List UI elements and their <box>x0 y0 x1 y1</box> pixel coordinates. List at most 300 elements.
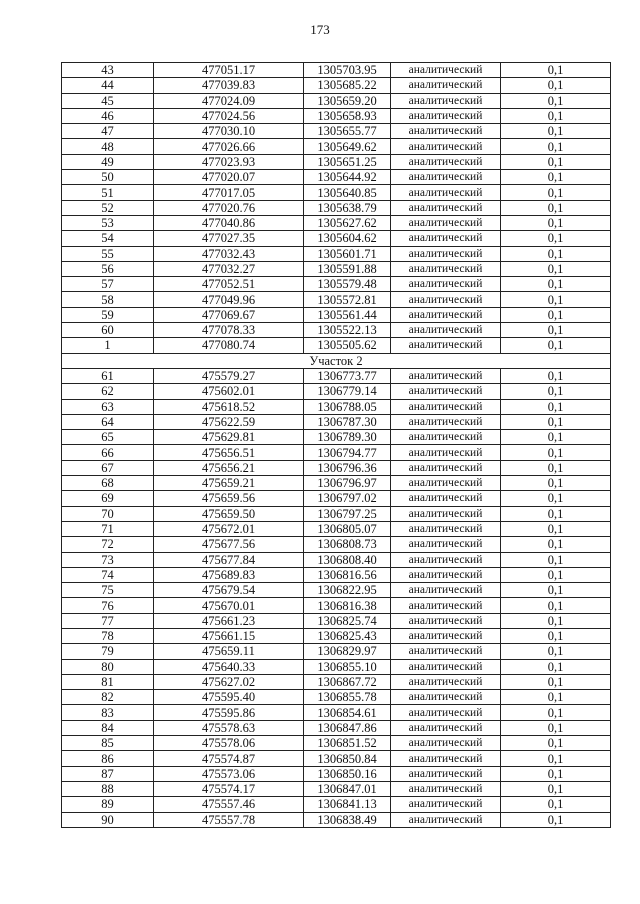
method-cell: аналитический <box>391 460 501 475</box>
method-cell: аналитический <box>391 307 501 322</box>
x-coordinate-cell: 475659.21 <box>154 476 304 491</box>
table-row <box>62 613 611 628</box>
x-coordinate-cell: 477020.07 <box>154 170 304 185</box>
y-coordinate-cell: 1305591.88 <box>304 261 391 276</box>
point-number-cell: 49 <box>62 154 154 169</box>
point-number-cell: 75 <box>62 583 154 598</box>
error-cell: 0,1 <box>501 430 611 445</box>
table-row <box>62 644 611 659</box>
x-coordinate-cell: 475677.56 <box>154 537 304 552</box>
table-row <box>62 78 611 93</box>
table-row <box>62 567 611 582</box>
x-coordinate-cell: 475629.81 <box>154 430 304 445</box>
error-cell: 0,1 <box>501 659 611 674</box>
x-coordinate-cell: 475579.27 <box>154 368 304 383</box>
y-coordinate-cell: 1305640.85 <box>304 185 391 200</box>
method-cell: аналитический <box>391 63 501 78</box>
error-cell: 0,1 <box>501 277 611 292</box>
method-cell: аналитический <box>391 108 501 123</box>
error-cell: 0,1 <box>501 491 611 506</box>
table-row <box>62 231 611 246</box>
method-cell: аналитический <box>391 261 501 276</box>
table-row <box>62 307 611 322</box>
method-cell: аналитический <box>391 215 501 230</box>
method-cell: аналитический <box>391 246 501 261</box>
x-coordinate-cell: 477026.66 <box>154 139 304 154</box>
error-cell: 0,1 <box>501 338 611 353</box>
table-row <box>62 63 611 78</box>
x-coordinate-cell: 475670.01 <box>154 598 304 613</box>
y-coordinate-cell: 1306822.95 <box>304 583 391 598</box>
method-cell: аналитический <box>391 93 501 108</box>
point-number-cell: 64 <box>62 414 154 429</box>
point-number-cell: 67 <box>62 460 154 475</box>
y-coordinate-cell: 1305561.44 <box>304 307 391 322</box>
point-number-cell: 78 <box>62 628 154 643</box>
table-row <box>62 246 611 261</box>
y-coordinate-cell: 1306825.74 <box>304 613 391 628</box>
page-number: 173 <box>310 22 330 37</box>
y-coordinate-cell: 1306851.52 <box>304 736 391 751</box>
error-cell: 0,1 <box>501 797 611 812</box>
table-row <box>62 506 611 521</box>
x-coordinate-cell: 477020.76 <box>154 200 304 215</box>
x-coordinate-cell: 475595.40 <box>154 690 304 705</box>
error-cell: 0,1 <box>501 720 611 735</box>
error-cell: 0,1 <box>501 185 611 200</box>
y-coordinate-cell: 1306855.78 <box>304 690 391 705</box>
error-cell: 0,1 <box>501 766 611 781</box>
error-cell: 0,1 <box>501 628 611 643</box>
error-cell: 0,1 <box>501 292 611 307</box>
table-body-part-1 <box>62 63 611 354</box>
point-number-cell: 44 <box>62 78 154 93</box>
table-row <box>62 93 611 108</box>
point-number-cell: 81 <box>62 674 154 689</box>
y-coordinate-cell: 1305649.62 <box>304 139 391 154</box>
y-coordinate-cell: 1306789.30 <box>304 430 391 445</box>
y-coordinate-cell: 1305604.62 <box>304 231 391 246</box>
error-cell: 0,1 <box>501 414 611 429</box>
y-coordinate-cell: 1306797.02 <box>304 491 391 506</box>
x-coordinate-cell: 475661.23 <box>154 613 304 628</box>
point-number-cell: 70 <box>62 506 154 521</box>
point-number-cell: 47 <box>62 124 154 139</box>
error-cell: 0,1 <box>501 124 611 139</box>
error-cell: 0,1 <box>501 521 611 536</box>
x-coordinate-cell: 475574.17 <box>154 781 304 796</box>
point-number-cell: 72 <box>62 537 154 552</box>
table-row <box>62 414 611 429</box>
method-cell: аналитический <box>391 552 501 567</box>
point-number-cell: 52 <box>62 200 154 215</box>
table-row <box>62 430 611 445</box>
y-coordinate-cell: 1306796.36 <box>304 460 391 475</box>
method-cell: аналитический <box>391 368 501 383</box>
point-number-cell: 65 <box>62 430 154 445</box>
point-number-cell: 54 <box>62 231 154 246</box>
error-cell: 0,1 <box>501 552 611 567</box>
method-cell: аналитический <box>391 598 501 613</box>
table-row <box>62 736 611 751</box>
y-coordinate-cell: 1306808.40 <box>304 552 391 567</box>
x-coordinate-cell: 475578.63 <box>154 720 304 735</box>
y-coordinate-cell: 1305644.92 <box>304 170 391 185</box>
point-number-cell: 69 <box>62 491 154 506</box>
table-row <box>62 292 611 307</box>
method-cell: аналитический <box>391 491 501 506</box>
method-cell: аналитический <box>391 674 501 689</box>
y-coordinate-cell: 1306838.49 <box>304 812 391 827</box>
point-number-cell: 76 <box>62 598 154 613</box>
y-coordinate-cell: 1305505.62 <box>304 338 391 353</box>
section-2-label: Участок 2 <box>62 353 611 368</box>
table-row <box>62 674 611 689</box>
point-number-cell: 63 <box>62 399 154 414</box>
method-cell: аналитический <box>391 414 501 429</box>
method-cell: аналитический <box>391 124 501 139</box>
y-coordinate-cell: 1305658.93 <box>304 108 391 123</box>
y-coordinate-cell: 1306854.61 <box>304 705 391 720</box>
error-cell: 0,1 <box>501 200 611 215</box>
error-cell: 0,1 <box>501 261 611 276</box>
y-coordinate-cell: 1306841.13 <box>304 797 391 812</box>
x-coordinate-cell: 477080.74 <box>154 338 304 353</box>
error-cell: 0,1 <box>501 613 611 628</box>
method-cell: аналитический <box>391 139 501 154</box>
table-row <box>62 124 611 139</box>
table-row <box>62 261 611 276</box>
y-coordinate-cell: 1306850.84 <box>304 751 391 766</box>
method-cell: аналитический <box>391 797 501 812</box>
error-cell: 0,1 <box>501 231 611 246</box>
table-body-part-2 <box>62 368 611 827</box>
x-coordinate-cell: 477017.05 <box>154 185 304 200</box>
method-cell: аналитический <box>391 644 501 659</box>
x-coordinate-cell: 477069.67 <box>154 307 304 322</box>
table-row <box>62 751 611 766</box>
method-cell: аналитический <box>391 781 501 796</box>
error-cell: 0,1 <box>501 108 611 123</box>
error-cell: 0,1 <box>501 139 611 154</box>
method-cell: аналитический <box>391 690 501 705</box>
x-coordinate-cell: 475672.01 <box>154 521 304 536</box>
method-cell: аналитический <box>391 659 501 674</box>
method-cell: аналитический <box>391 720 501 735</box>
method-cell: аналитический <box>391 231 501 246</box>
point-number-cell: 48 <box>62 139 154 154</box>
error-cell: 0,1 <box>501 644 611 659</box>
point-number-cell: 71 <box>62 521 154 536</box>
table-row <box>62 583 611 598</box>
table-row <box>62 384 611 399</box>
x-coordinate-cell: 477027.35 <box>154 231 304 246</box>
x-coordinate-cell: 477049.96 <box>154 292 304 307</box>
x-coordinate-cell: 475656.21 <box>154 460 304 475</box>
method-cell: аналитический <box>391 567 501 582</box>
section-header-row <box>62 353 611 368</box>
error-cell: 0,1 <box>501 460 611 475</box>
y-coordinate-cell: 1305579.48 <box>304 277 391 292</box>
x-coordinate-cell: 475659.56 <box>154 491 304 506</box>
x-coordinate-cell: 477078.33 <box>154 323 304 338</box>
y-coordinate-cell: 1306850.16 <box>304 766 391 781</box>
table-row <box>62 659 611 674</box>
error-cell: 0,1 <box>501 368 611 383</box>
x-coordinate-cell: 477024.09 <box>154 93 304 108</box>
x-coordinate-cell: 477030.10 <box>154 124 304 139</box>
error-cell: 0,1 <box>501 399 611 414</box>
table-row <box>62 537 611 552</box>
y-coordinate-cell: 1305651.25 <box>304 154 391 169</box>
y-coordinate-cell: 1305627.62 <box>304 215 391 230</box>
method-cell: аналитический <box>391 78 501 93</box>
y-coordinate-cell: 1306805.07 <box>304 521 391 536</box>
table-row <box>62 200 611 215</box>
x-coordinate-cell: 475661.15 <box>154 628 304 643</box>
error-cell: 0,1 <box>501 445 611 460</box>
x-coordinate-cell: 477040.86 <box>154 215 304 230</box>
error-cell: 0,1 <box>501 598 611 613</box>
error-cell: 0,1 <box>501 215 611 230</box>
section-header-body <box>62 353 611 368</box>
method-cell: аналитический <box>391 430 501 445</box>
method-cell: аналитический <box>391 384 501 399</box>
point-number-cell: 79 <box>62 644 154 659</box>
table-row <box>62 781 611 796</box>
error-cell: 0,1 <box>501 736 611 751</box>
method-cell: аналитический <box>391 338 501 353</box>
error-cell: 0,1 <box>501 583 611 598</box>
coordinates-table <box>61 62 611 828</box>
y-coordinate-cell: 1305572.81 <box>304 292 391 307</box>
point-number-cell: 73 <box>62 552 154 567</box>
method-cell: аналитический <box>391 445 501 460</box>
method-cell: аналитический <box>391 583 501 598</box>
error-cell: 0,1 <box>501 384 611 399</box>
method-cell: аналитический <box>391 399 501 414</box>
point-number-cell: 84 <box>62 720 154 735</box>
table-row <box>62 368 611 383</box>
point-number-cell: 82 <box>62 690 154 705</box>
method-cell: аналитический <box>391 705 501 720</box>
x-coordinate-cell: 475659.11 <box>154 644 304 659</box>
table-row <box>62 690 611 705</box>
table-row <box>62 215 611 230</box>
x-coordinate-cell: 477032.43 <box>154 246 304 261</box>
x-coordinate-cell: 477039.83 <box>154 78 304 93</box>
table-row <box>62 139 611 154</box>
error-cell: 0,1 <box>501 323 611 338</box>
point-number-cell: 74 <box>62 567 154 582</box>
error-cell: 0,1 <box>501 812 611 827</box>
method-cell: аналитический <box>391 154 501 169</box>
y-coordinate-cell: 1306794.77 <box>304 445 391 460</box>
y-coordinate-cell: 1306788.05 <box>304 399 391 414</box>
method-cell: аналитический <box>391 200 501 215</box>
point-number-cell: 58 <box>62 292 154 307</box>
error-cell: 0,1 <box>501 63 611 78</box>
table-row <box>62 277 611 292</box>
method-cell: аналитический <box>391 277 501 292</box>
error-cell: 0,1 <box>501 246 611 261</box>
point-number-cell: 50 <box>62 170 154 185</box>
x-coordinate-cell: 475659.50 <box>154 506 304 521</box>
point-number-cell: 46 <box>62 108 154 123</box>
error-cell: 0,1 <box>501 567 611 582</box>
y-coordinate-cell: 1305522.13 <box>304 323 391 338</box>
x-coordinate-cell: 477023.93 <box>154 154 304 169</box>
x-coordinate-cell: 475557.78 <box>154 812 304 827</box>
error-cell: 0,1 <box>501 506 611 521</box>
error-cell: 0,1 <box>501 307 611 322</box>
point-number-cell: 61 <box>62 368 154 383</box>
y-coordinate-cell: 1305685.22 <box>304 78 391 93</box>
method-cell: аналитический <box>391 537 501 552</box>
y-coordinate-cell: 1306796.97 <box>304 476 391 491</box>
x-coordinate-cell: 475627.02 <box>154 674 304 689</box>
method-cell: аналитический <box>391 736 501 751</box>
y-coordinate-cell: 1306808.73 <box>304 537 391 552</box>
x-coordinate-cell: 475640.33 <box>154 659 304 674</box>
method-cell: аналитический <box>391 751 501 766</box>
x-coordinate-cell: 475595.86 <box>154 705 304 720</box>
table-row <box>62 170 611 185</box>
x-coordinate-cell: 477052.51 <box>154 277 304 292</box>
error-cell: 0,1 <box>501 476 611 491</box>
method-cell: аналитический <box>391 170 501 185</box>
point-number-cell: 86 <box>62 751 154 766</box>
error-cell: 0,1 <box>501 705 611 720</box>
error-cell: 0,1 <box>501 78 611 93</box>
point-number-cell: 45 <box>62 93 154 108</box>
y-coordinate-cell: 1306867.72 <box>304 674 391 689</box>
point-number-cell: 80 <box>62 659 154 674</box>
table-row <box>62 797 611 812</box>
x-coordinate-cell: 477032.27 <box>154 261 304 276</box>
table-row <box>62 812 611 827</box>
table-row <box>62 552 611 567</box>
x-coordinate-cell: 475677.84 <box>154 552 304 567</box>
point-number-cell: 53 <box>62 215 154 230</box>
point-number-cell: 56 <box>62 261 154 276</box>
table-row <box>62 399 611 414</box>
point-number-cell: 83 <box>62 705 154 720</box>
point-number-cell: 90 <box>62 812 154 827</box>
y-coordinate-cell: 1305703.95 <box>304 63 391 78</box>
x-coordinate-cell: 475557.46 <box>154 797 304 812</box>
y-coordinate-cell: 1306773.77 <box>304 368 391 383</box>
error-cell: 0,1 <box>501 751 611 766</box>
x-coordinate-cell: 475578.06 <box>154 736 304 751</box>
y-coordinate-cell: 1306816.56 <box>304 567 391 582</box>
y-coordinate-cell: 1305638.79 <box>304 200 391 215</box>
table-row <box>62 628 611 643</box>
x-coordinate-cell: 475656.51 <box>154 445 304 460</box>
point-number-cell: 87 <box>62 766 154 781</box>
error-cell: 0,1 <box>501 93 611 108</box>
x-coordinate-cell: 475602.01 <box>154 384 304 399</box>
method-cell: аналитический <box>391 292 501 307</box>
x-coordinate-cell: 477051.17 <box>154 63 304 78</box>
table-row <box>62 185 611 200</box>
error-cell: 0,1 <box>501 170 611 185</box>
point-number-cell: 1 <box>62 338 154 353</box>
method-cell: аналитический <box>391 766 501 781</box>
x-coordinate-cell: 475574.87 <box>154 751 304 766</box>
error-cell: 0,1 <box>501 781 611 796</box>
point-number-cell: 55 <box>62 246 154 261</box>
table-row <box>62 445 611 460</box>
x-coordinate-cell: 475573.06 <box>154 766 304 781</box>
method-cell: аналитический <box>391 185 501 200</box>
y-coordinate-cell: 1305601.71 <box>304 246 391 261</box>
y-coordinate-cell: 1305659.20 <box>304 93 391 108</box>
y-coordinate-cell: 1306847.01 <box>304 781 391 796</box>
y-coordinate-cell: 1306787.30 <box>304 414 391 429</box>
method-cell: аналитический <box>391 613 501 628</box>
error-cell: 0,1 <box>501 674 611 689</box>
point-number-cell: 85 <box>62 736 154 751</box>
table-row <box>62 491 611 506</box>
x-coordinate-cell: 475679.54 <box>154 583 304 598</box>
table-row <box>62 323 611 338</box>
table-row <box>62 705 611 720</box>
method-cell: аналитический <box>391 476 501 491</box>
y-coordinate-cell: 1306847.86 <box>304 720 391 735</box>
y-coordinate-cell: 1306779.14 <box>304 384 391 399</box>
table-row <box>62 476 611 491</box>
y-coordinate-cell: 1306825.43 <box>304 628 391 643</box>
point-number-cell: 77 <box>62 613 154 628</box>
x-coordinate-cell: 475689.83 <box>154 567 304 582</box>
point-number-cell: 59 <box>62 307 154 322</box>
table-row <box>62 460 611 475</box>
point-number-cell: 51 <box>62 185 154 200</box>
table-row <box>62 338 611 353</box>
point-number-cell: 88 <box>62 781 154 796</box>
table-row <box>62 154 611 169</box>
point-number-cell: 62 <box>62 384 154 399</box>
x-coordinate-cell: 477024.56 <box>154 108 304 123</box>
point-number-cell: 66 <box>62 445 154 460</box>
y-coordinate-cell: 1306855.10 <box>304 659 391 674</box>
table-row <box>62 108 611 123</box>
method-cell: аналитический <box>391 812 501 827</box>
point-number-cell: 43 <box>62 63 154 78</box>
method-cell: аналитический <box>391 506 501 521</box>
point-number-cell: 89 <box>62 797 154 812</box>
x-coordinate-cell: 475622.59 <box>154 414 304 429</box>
method-cell: аналитический <box>391 628 501 643</box>
method-cell: аналитический <box>391 521 501 536</box>
method-cell: аналитический <box>391 323 501 338</box>
y-coordinate-cell: 1306816.38 <box>304 598 391 613</box>
point-number-cell: 68 <box>62 476 154 491</box>
point-number-cell: 57 <box>62 277 154 292</box>
table-row <box>62 521 611 536</box>
table-row <box>62 598 611 613</box>
table-row <box>62 766 611 781</box>
error-cell: 0,1 <box>501 537 611 552</box>
error-cell: 0,1 <box>501 154 611 169</box>
x-coordinate-cell: 475618.52 <box>154 399 304 414</box>
error-cell: 0,1 <box>501 690 611 705</box>
y-coordinate-cell: 1306797.25 <box>304 506 391 521</box>
y-coordinate-cell: 1305655.77 <box>304 124 391 139</box>
y-coordinate-cell: 1306829.97 <box>304 644 391 659</box>
point-number-cell: 60 <box>62 323 154 338</box>
